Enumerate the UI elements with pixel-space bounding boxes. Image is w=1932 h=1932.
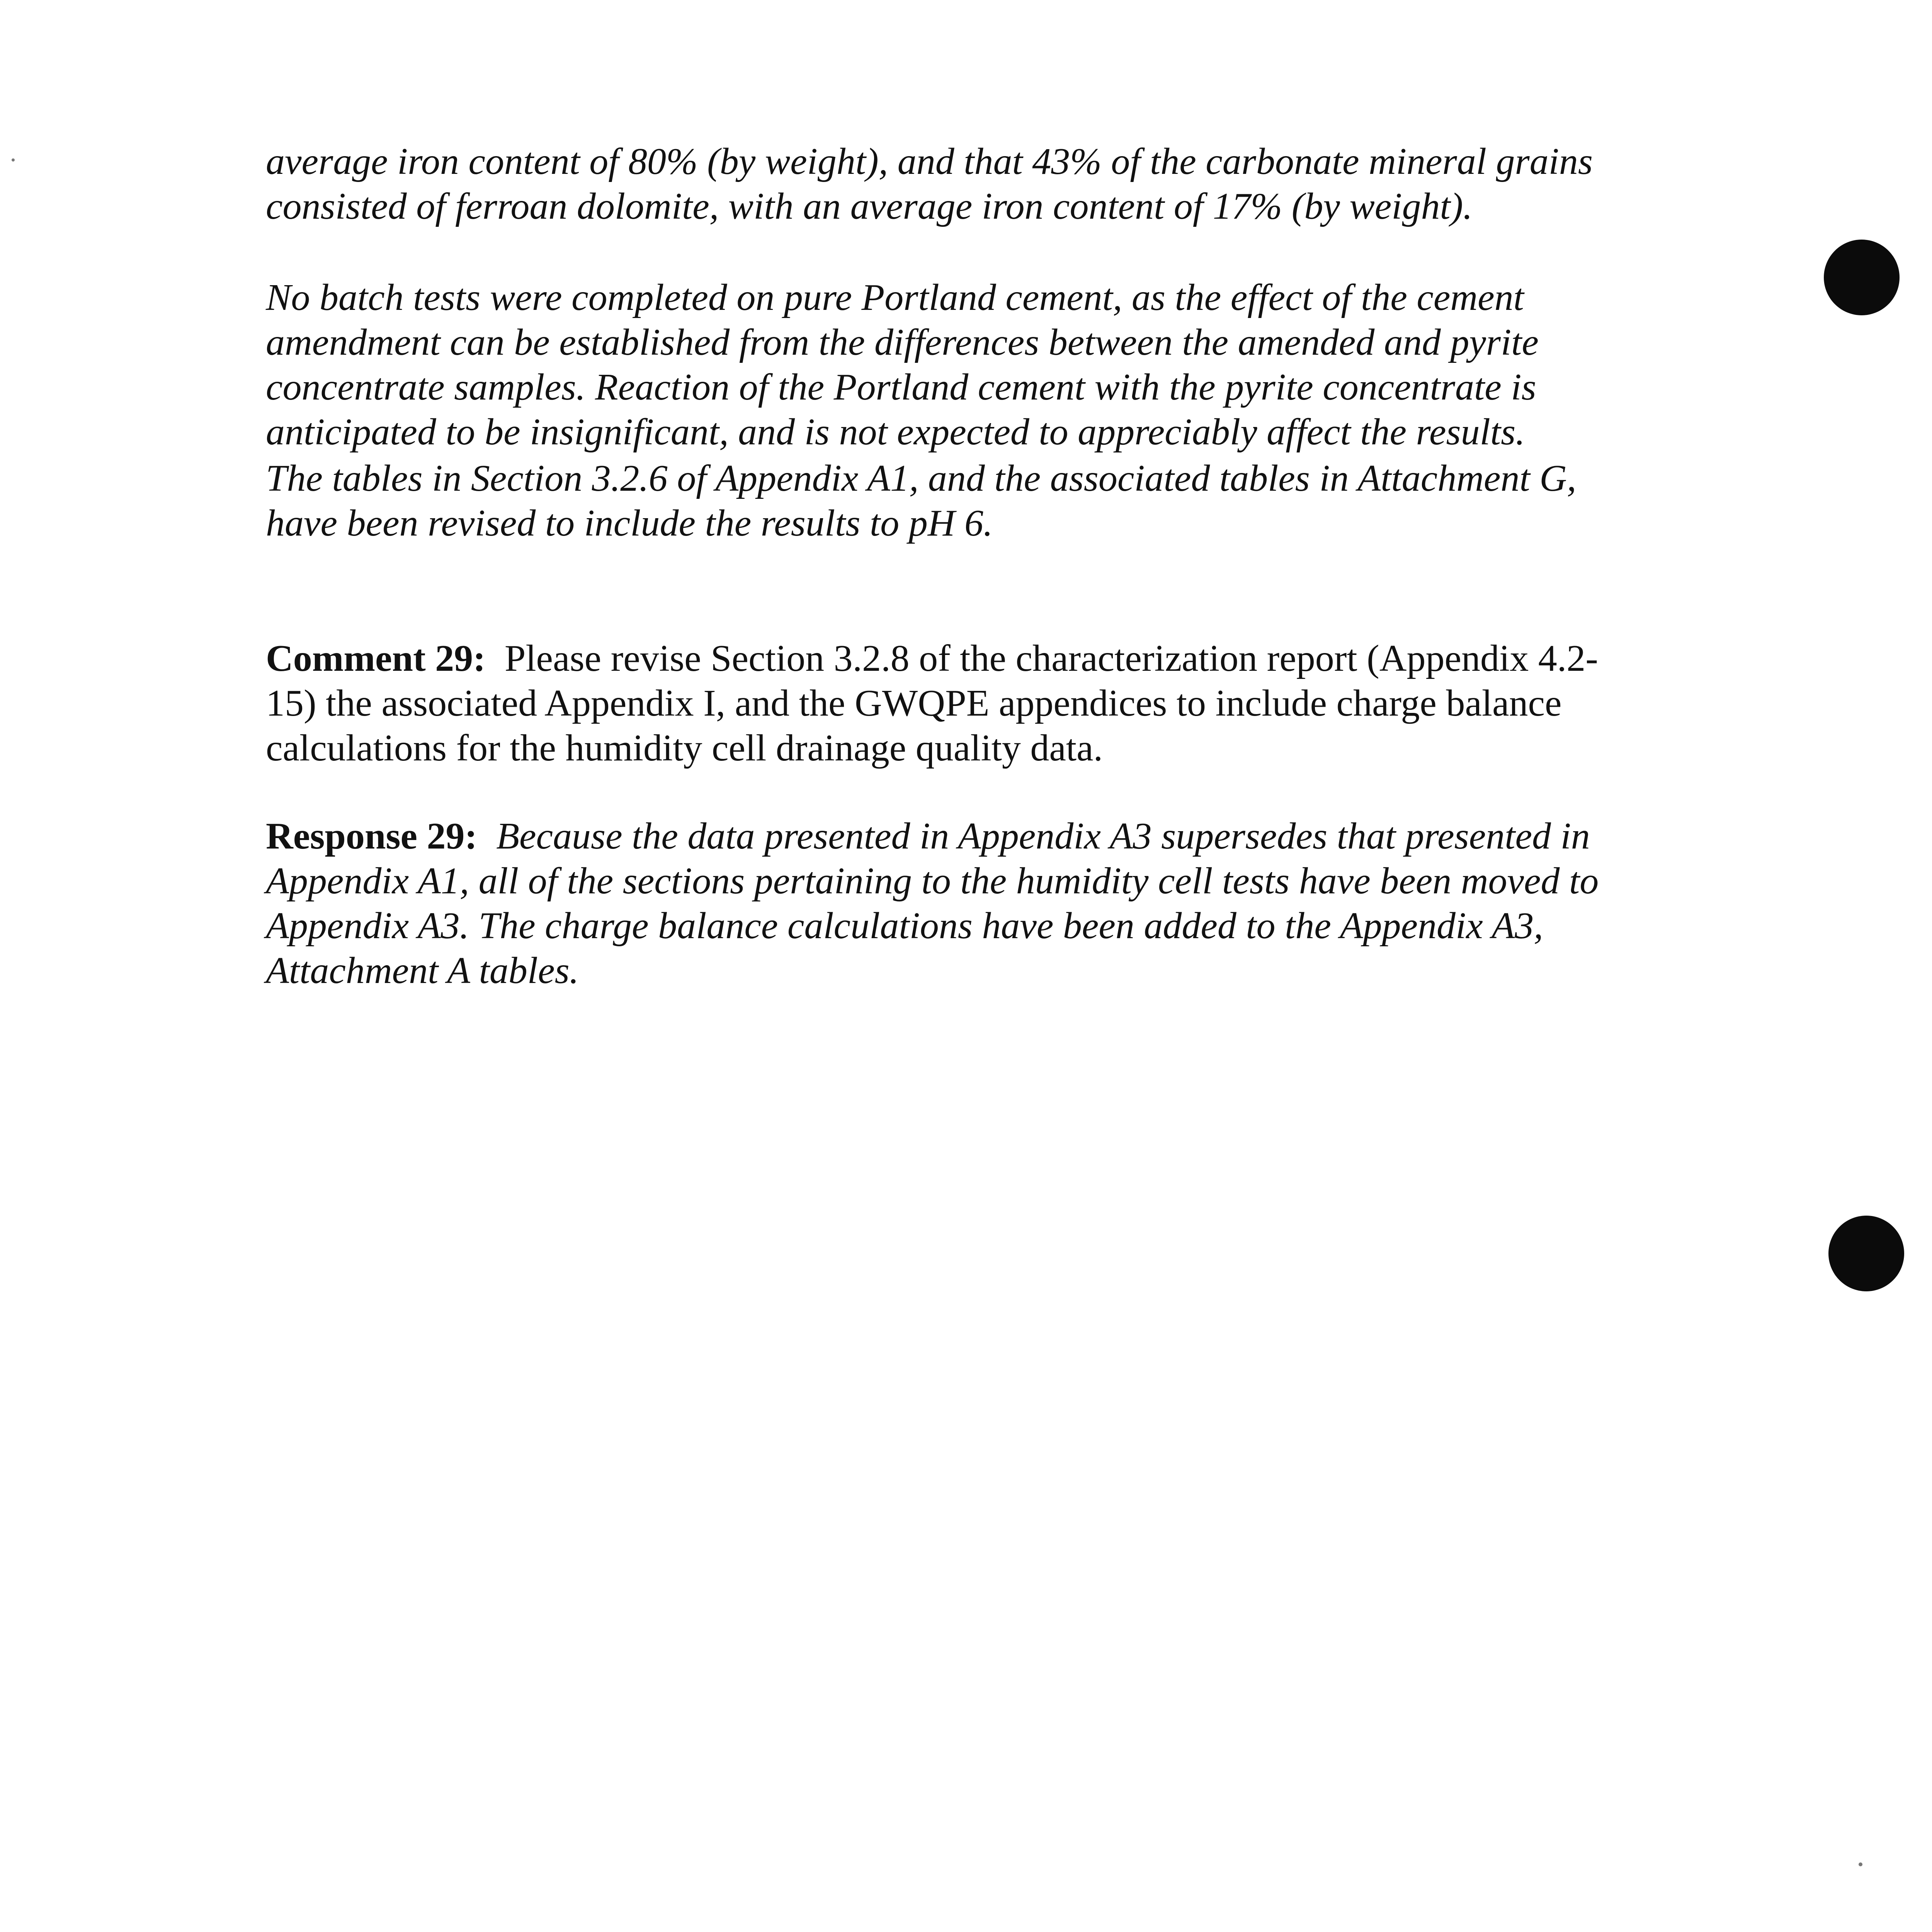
- paragraph-line: No batch tests were completed on pure Portland cement, as the effect of the cement: [266, 277, 1524, 318]
- response-text: Because the data presented in Appendix A3 supersedes that presented in: [496, 815, 1590, 857]
- paragraph-line: anticipated to be insignificant, and is not expected to appreciably affect the results.: [266, 411, 1525, 453]
- scan-speck: [1859, 1862, 1862, 1866]
- portland-cement-paragraph: [266, 275, 1641, 454]
- paragraph-line: average iron content of 80% (by weight), and that 43% of the carbonate mineral grains: [266, 141, 1593, 182]
- comment-line: 15) the associated Appendix I, and the GWQPE appendices to include charge balance: [266, 682, 1562, 724]
- paragraph-line: have been revised to include the results to pH 6.: [266, 502, 993, 544]
- comment-line: calculations for the humidity cell drainage quality data.: [266, 727, 1103, 769]
- comment-label: Comment 29:: [266, 638, 486, 679]
- scan-speck: [12, 158, 15, 162]
- response-line: Attachment A tables.: [266, 950, 579, 992]
- paragraph-line: concentrate samples. Reaction of the Portland cement with the pyrite concentrate is: [266, 366, 1536, 408]
- response-label: Response 29:: [266, 815, 478, 857]
- punch-hole-icon: [1824, 240, 1900, 315]
- response-line: [266, 814, 1641, 859]
- comment-text: Please revise Section 3.2.8 of the characterization report (Appendix 4.2-: [504, 638, 1598, 679]
- comment-line: [266, 636, 1641, 681]
- response-29: [266, 814, 1641, 993]
- response-line: Appendix A3. The charge balance calculations have been added to the Appendix A3,: [266, 905, 1543, 947]
- comment-29: [266, 636, 1641, 770]
- paragraph-line: amendment can be established from the differences between the amended and pyrite: [266, 321, 1539, 363]
- response-line: Appendix A1, all of the sections pertaining to the humidity cell tests have been moved to: [266, 860, 1599, 902]
- tables-revised-paragraph: [266, 456, 1641, 546]
- paragraph-line: The tables in Section 3.2.6 of Appendix A1, and the associated tables in Attachment G,: [266, 457, 1577, 499]
- paragraph-line: consisted of ferroan dolomite, with an average iron content of 17% (by weight).: [266, 185, 1473, 227]
- punch-hole-icon: [1828, 1216, 1904, 1291]
- iron-content-paragraph: [266, 139, 1641, 229]
